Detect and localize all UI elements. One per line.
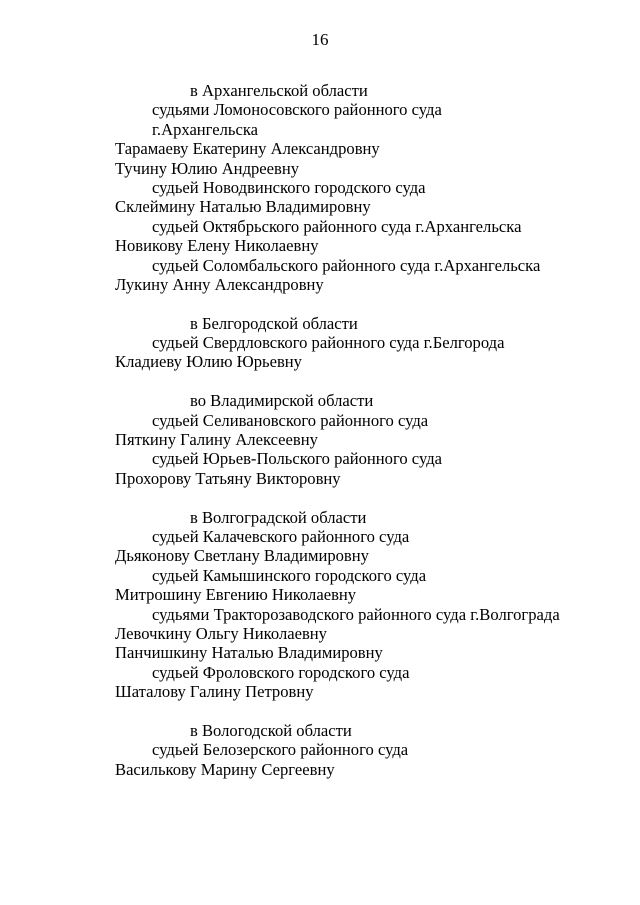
region-heading: в Архангельской области — [190, 81, 368, 100]
page-number: 16 — [311, 30, 329, 49]
judge-name: Пяткину Галину Алексеевну — [115, 430, 318, 450]
judge-name: Левочкину Ольгу Николаевну — [115, 623, 327, 643]
court-appointment-line: судьей Свердловского районного суда г.Белгорода — [152, 333, 505, 353]
region-heading: в Волгоградской области — [190, 507, 367, 527]
judge-name: Лукину Анну Александровну — [115, 274, 324, 294]
judge-name: Тарамаеву Екатерину Александровну — [115, 139, 380, 159]
judge-name: Панчишкину Наталью Владимировну — [115, 643, 383, 663]
region-heading: в Белгородской области — [190, 313, 358, 333]
judge-name: Новикову Елену Николаевну — [115, 236, 319, 256]
court-appointment-line: судьей Октябрьского районного суда г.Архангельска — [152, 216, 522, 236]
court-appointment-line: г.Архангельска — [152, 119, 259, 139]
court-appointment-line: судьей Юрьев-Польского районного суда — [152, 449, 443, 469]
region-heading: во Владимирской области — [190, 391, 374, 411]
judge-name: Тучину Юлию Андреевну — [115, 158, 300, 178]
court-appointment-line: судьей Селивановского районного суда — [152, 410, 429, 430]
court-appointment-line: судьей Фроловского городского суда — [152, 662, 410, 682]
section-gap — [0, 702, 640, 721]
section-gap — [0, 294, 640, 313]
judge-name: Митрошину Евгению Николаевну — [115, 585, 357, 605]
judge-name: Шаталову Галину Петровну — [115, 682, 314, 702]
court-appointment-line: судьей Новодвинского городского суда — [152, 177, 426, 197]
court-appointment-line: судьями Тракторозаводского районного суда г.Волгограда — [152, 604, 560, 624]
court-appointment-line: судьей Камышинского городского суда — [152, 565, 427, 585]
region-heading: в Вологодской области — [190, 720, 352, 740]
court-appointment-line: судьей Калачевского районного суда — [152, 526, 410, 546]
judge-name: Склеймину Наталью Владимировну — [115, 197, 371, 217]
judge-name: Василькову Марину Сергеевну — [115, 759, 335, 779]
judge-name: Прохорову Татьяну Викторовну — [115, 468, 341, 488]
court-appointment-line: судьей Белозерского районного суда — [152, 740, 409, 760]
judge-name: Кладиеву Юлию Юрьевну — [115, 352, 302, 372]
court-appointment-line: судьей Соломбальского районного суда г.Архангельска — [152, 255, 541, 275]
judge-name: Дьяконову Светлану Владимировну — [115, 546, 369, 566]
section-gap — [0, 488, 640, 507]
section-gap — [0, 372, 640, 391]
court-appointment-line: судьями Ломоносовского районного суда — [152, 100, 442, 120]
document-body — [0, 81, 640, 779]
